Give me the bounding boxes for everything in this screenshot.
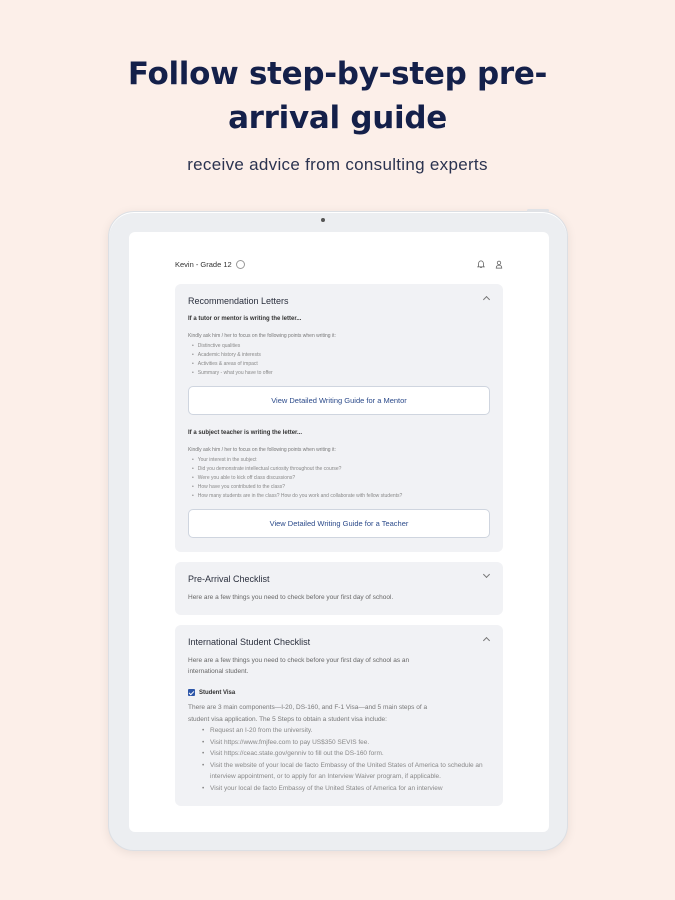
student-visa-check-row[interactable] [188,689,490,696]
list-item: • Your interest in the subject [192,456,490,465]
list-item: • Activities & areas of impact [192,360,490,369]
mentor-guide-button[interactable]: View Detailed Writing Guide for a Mentor [188,386,490,415]
list-item: • Academic history & interests [192,351,490,360]
visa-steps [204,725,490,794]
pre-arrival-card [175,562,503,615]
top-icons [477,260,503,269]
camera-dot [321,218,325,222]
app-top-bar [175,256,503,272]
app-screen [129,232,549,832]
checked-checkbox[interactable] [188,689,195,696]
user-selector[interactable] [175,260,245,269]
profile-icon[interactable] [495,260,503,269]
headline [0,52,675,140]
international-description-2: international student. [188,668,249,675]
subheadline: receive advice from consulting experts [187,155,488,174]
card-title[interactable]: Pre-Arrival Checklist [188,574,270,584]
pre-arrival-description: Here are a few things you need to check before your first day of school. [188,594,394,601]
visa-text-1: There are 3 main components—I-20, DS-160, and F-1 Visa—and 5 main steps of a [188,704,428,711]
user-label: Kevin - Grade 12 [175,259,232,269]
switch-user-icon[interactable] [236,260,245,269]
card-title[interactable]: Recommendation Letters [188,296,289,306]
tutor-intro: Kindly ask him / her to focus on the following points when writing it: [188,333,336,339]
visa-text-2: student visa application. The 5 Steps to obtain a student visa include: [188,715,387,723]
headline-line-1: Follow step-by-step pre- [127,56,548,92]
list-item: • Visit your local de facto Embassy of the United States of America for an interview [204,783,490,795]
bell-icon[interactable] [477,260,485,269]
teacher-points [192,456,490,501]
tablet-power-button [527,209,549,212]
tutor-heading: If a tutor or mentor is writing the letter... [188,316,302,322]
list-item: • Summary - what you have to offer [192,369,490,378]
card-title[interactable]: International Student Checklist [188,637,311,647]
list-item: • Did you demonstrate intellectual curiosity throughout the course? [192,465,490,474]
list-item: • Were you able to kick off class discussions? [192,474,490,483]
list-item: • Visit https://ceac.state.gov/genniv to fill out the DS-160 form. [204,748,490,760]
list-item: • Distinctive qualities [192,342,490,351]
teacher-heading: If a subject teacher is writing the letter... [188,430,303,436]
list-item: • How have you contributed to the class? [192,483,490,492]
tablet-frame [108,211,568,851]
teacher-guide-button[interactable]: View Detailed Writing Guide for a Teacher [188,509,490,538]
list-item: • Visit https://www.fmjfee.com to pay US$350 SEVIS fee. [204,737,490,749]
international-checklist-card [175,625,503,806]
list-item: • Request an I-20 from the university. [204,725,490,737]
tutor-points [192,342,490,378]
teacher-intro: Kindly ask him / her to focus on the following points when writing it: [188,447,336,453]
list-item: • How many students are in the class? How do you work and collaborate with fellow students? [192,492,490,501]
headline-line-2: arrival guide [228,100,447,136]
recommendation-letters-card [175,284,503,552]
content-list [175,284,503,816]
checkbox-label: Student Visa [199,689,236,696]
international-description-1: Here are a few things you need to check before your first day of school as an [188,657,410,664]
list-item: • Visit the website of your local de facto Embassy of the United States of America to schedule an interview appointment, or to apply for an Interview Waiver program, if applicable. [204,760,490,783]
